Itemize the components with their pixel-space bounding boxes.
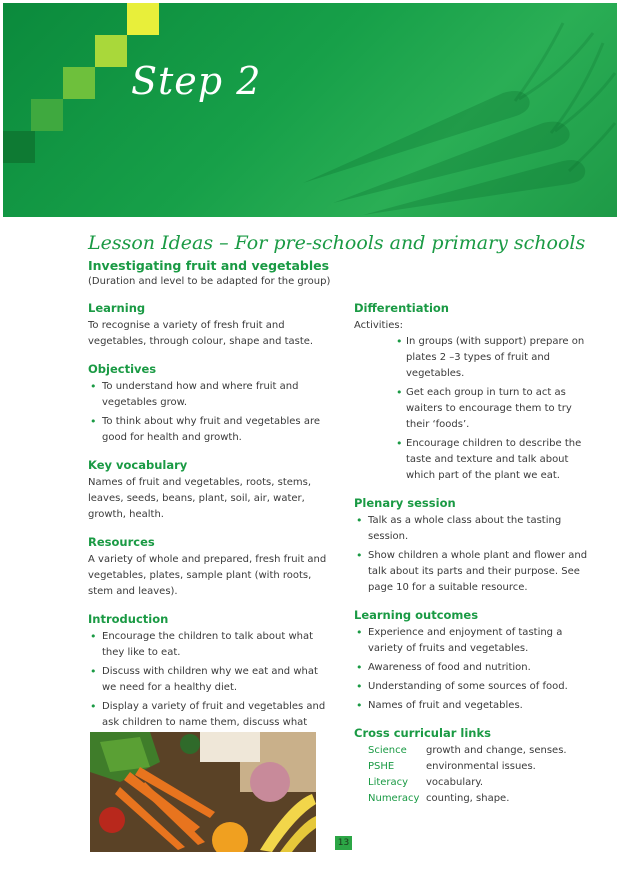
differentiation-intro: Activities: <box>354 320 403 331</box>
subject-text: counting, shape. <box>426 793 510 804</box>
duration-note: (Duration and level to be adapted for the group) <box>88 276 331 287</box>
table-row <box>354 791 567 807</box>
subject-label: Science <box>368 745 407 756</box>
differentiation-section <box>354 300 594 484</box>
list-item: • Show children a whole plant and flower and talk about its parts and their purpose. See page 10 for a suitable resource. <box>354 548 594 596</box>
learning-heading: Learning <box>88 301 146 315</box>
resources-text: A variety of whole and prepared, fresh fruit and vegetables, plates, sample plant (with roots, stem and leaves). <box>88 554 327 597</box>
subject-text: vocabulary. <box>426 777 484 788</box>
decor-square <box>3 131 35 163</box>
cross-curricular-heading: Cross curricular links <box>354 726 491 740</box>
learning-text: To recognise a variety of fresh fruit and vegetables, through colour, shape and taste. <box>88 320 314 347</box>
resources-section <box>88 534 330 600</box>
subject-text: environmental issues. <box>426 761 536 772</box>
decor-square <box>31 99 63 131</box>
table-row <box>354 759 567 775</box>
left-column <box>88 300 330 758</box>
resources-heading: Resources <box>88 535 155 549</box>
vegetable-box-photo <box>90 732 316 852</box>
plenary-section <box>354 495 594 596</box>
table-row <box>354 743 567 759</box>
header-banner <box>3 3 617 217</box>
vegetable-box-photo-icon <box>90 732 316 852</box>
list-item: • Discuss with children why we eat and what we need for a healthy diet. <box>88 664 330 696</box>
learning-section <box>88 300 330 350</box>
cross-curricular-section <box>354 725 594 807</box>
list-item: • To think about why fruit and vegetables are good for health and growth. <box>88 414 330 446</box>
list-item: • Get each group in turn to act as waiters to encourage them to try their ‘foods’. <box>354 385 594 433</box>
objectives-section <box>88 361 330 446</box>
decor-square <box>63 67 95 99</box>
list-item: • Names of fruit and vegetables. <box>354 698 594 714</box>
key-vocabulary-section <box>88 457 330 523</box>
list-item: • Display a variety of fruit and vegetables and ask children to name them, discuss what <box>88 699 330 747</box>
decor-square <box>95 35 127 67</box>
introduction-section <box>88 611 330 747</box>
table-row <box>354 775 567 791</box>
subject-text: growth and change, senses. <box>426 745 567 756</box>
list-item: • Encourage the children to talk about what they like to eat. <box>88 629 330 661</box>
list-item: • Talk as a whole class about the tasting session. <box>354 513 594 545</box>
page-number: 13 <box>335 836 352 850</box>
objectives-heading: Objectives <box>88 362 157 376</box>
subject-label: Numeracy <box>368 793 420 804</box>
list-item: • In groups (with support) prepare on plates 2 –3 types of fruit and vegetables. <box>354 334 594 382</box>
subject-label: PSHE <box>368 761 395 772</box>
list-item: • Encourage children to describe the taste and texture and talk about which part of the plant we eat. <box>354 436 594 484</box>
outcomes-section <box>354 607 594 714</box>
list-item: • Awareness of food and nutrition. <box>354 660 594 676</box>
decor-square <box>127 3 159 35</box>
subject-label: Literacy <box>368 777 409 788</box>
list-item: • Experience and enjoyment of tasting a variety of fruits and vegetables. <box>354 625 594 657</box>
outcomes-heading: Learning outcomes <box>354 608 479 622</box>
right-column <box>354 300 594 818</box>
plenary-heading: Plenary session <box>354 496 456 510</box>
list-item: • To understand how and where fruit and vegetables grow. <box>88 379 330 411</box>
introduction-heading: Introduction <box>88 612 169 626</box>
lesson-subtitle: Investigating fruit and vegetables <box>88 258 330 273</box>
key-vocabulary-heading: Key vocabulary <box>88 458 188 472</box>
differentiation-heading: Differentiation <box>354 301 449 315</box>
list-item: • Understanding of some sources of food. <box>354 679 594 695</box>
lesson-title: Lesson Ideas – For pre-schools and primary schools <box>88 232 586 254</box>
cross-curricular-table <box>354 743 567 807</box>
step-title: Step 2 <box>131 59 262 103</box>
key-vocabulary-text: Names of fruit and vegetables, roots, stems, leaves, seeds, beans, plant, soil, air, water, growth, health. <box>88 477 312 520</box>
